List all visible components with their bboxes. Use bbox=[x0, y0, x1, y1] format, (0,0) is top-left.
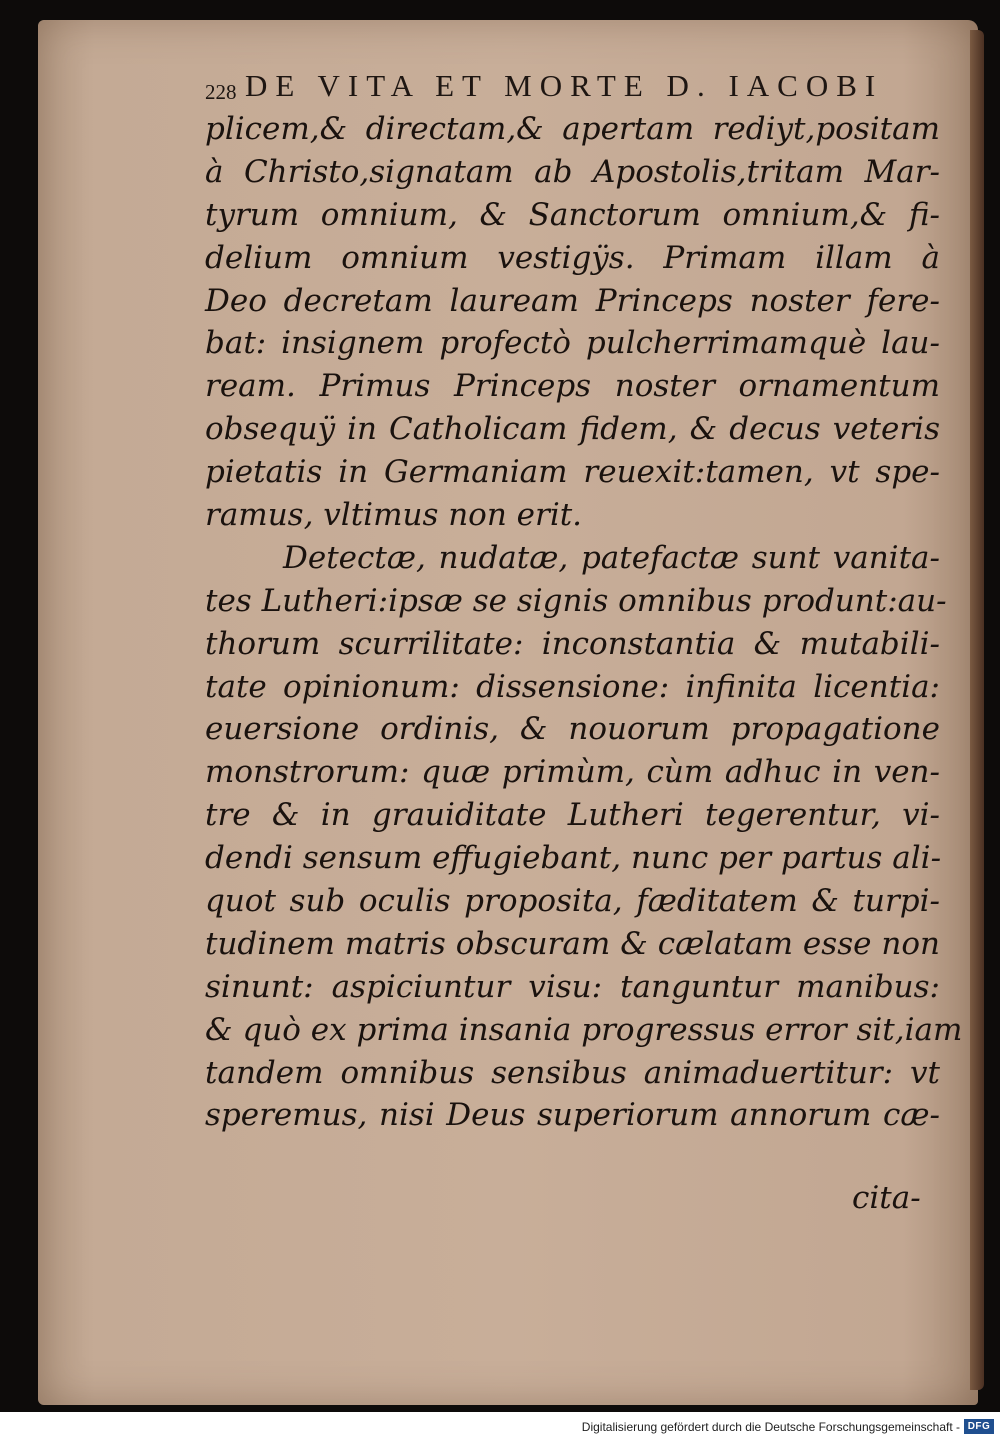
text-line: thorum scurrilitate: inconstantia & mutabili- bbox=[205, 625, 940, 662]
text-line: tudinem matris obscuram & cælatam esse non bbox=[205, 925, 940, 962]
catchword: cita- bbox=[852, 1180, 921, 1216]
paragraph-start-line: Detectæ, nudatæ, patefactæ sunt vanita- bbox=[283, 539, 940, 576]
text-line: plicem,& directam,& apertam rediyt,positam bbox=[205, 111, 940, 147]
text-line: monstrorum: quæ primùm, cùm adhuc in ven- bbox=[205, 754, 940, 791]
text-line: speremus, nisi Deus superiorum annorum cæ- bbox=[205, 1097, 940, 1134]
text-line: ramus, vltimus non erit. bbox=[205, 497, 583, 534]
text-line: pietatis in Germaniam reuexit:tamen, vt spe- bbox=[205, 454, 940, 491]
funding-notice: Digitalisierung gefördert durch die Deutsche Forschungsgemeinschaft - bbox=[581, 1420, 960, 1434]
text-line: ream. Primus Princeps noster ornamentum bbox=[205, 368, 940, 405]
text-line: quot sub oculis proposita, fæditatem & turpi- bbox=[205, 883, 940, 920]
text-line: tes Lutheri:ipsæ se signis omnibus produnt:au- bbox=[205, 582, 947, 619]
text-line: sinunt: aspiciuntur visu: tanguntur manibus: bbox=[205, 968, 940, 1005]
text-line: tyrum omnium, & Sanctorum omnium,& fi- bbox=[205, 196, 940, 233]
running-head bbox=[205, 68, 905, 108]
text-line: tre & in grauiditate Lutheri tegerentur, vi- bbox=[205, 797, 940, 834]
text-line: obsequÿ in Catholicam fidem, & decus veteris bbox=[205, 411, 940, 448]
body-text bbox=[205, 108, 963, 1137]
text-line: bat: insignem profectò pulcherrimamquè lau- bbox=[205, 325, 940, 362]
text-line: Deo decretam lauream Princeps noster fere- bbox=[205, 282, 940, 319]
footer-bar bbox=[0, 1412, 1000, 1442]
page-edge bbox=[970, 30, 984, 1390]
text-line: euersione ordinis, & nouorum propagatione bbox=[205, 711, 940, 748]
text-line: tate opinionum: dissensione: infinita licentia: bbox=[205, 668, 940, 705]
text-line: & quò ex prima insania progressus error sit,iam bbox=[205, 1011, 963, 1048]
text-line: dendi sensum effugiebant, nunc per partus ali- bbox=[205, 840, 942, 877]
dfg-logo: DFG bbox=[964, 1419, 994, 1434]
text-line: tandem omnibus sensibus animaduertitur: vt bbox=[205, 1054, 940, 1091]
running-head-title: DE VITA ET MORTE D. IACOBI bbox=[245, 68, 884, 103]
page-number: 228 bbox=[205, 80, 237, 104]
text-line: à Christo,signatam ab Apostolis,tritam Mar- bbox=[205, 153, 940, 190]
text-line: delium omnium vestigÿs. Primam illam à bbox=[205, 239, 940, 276]
